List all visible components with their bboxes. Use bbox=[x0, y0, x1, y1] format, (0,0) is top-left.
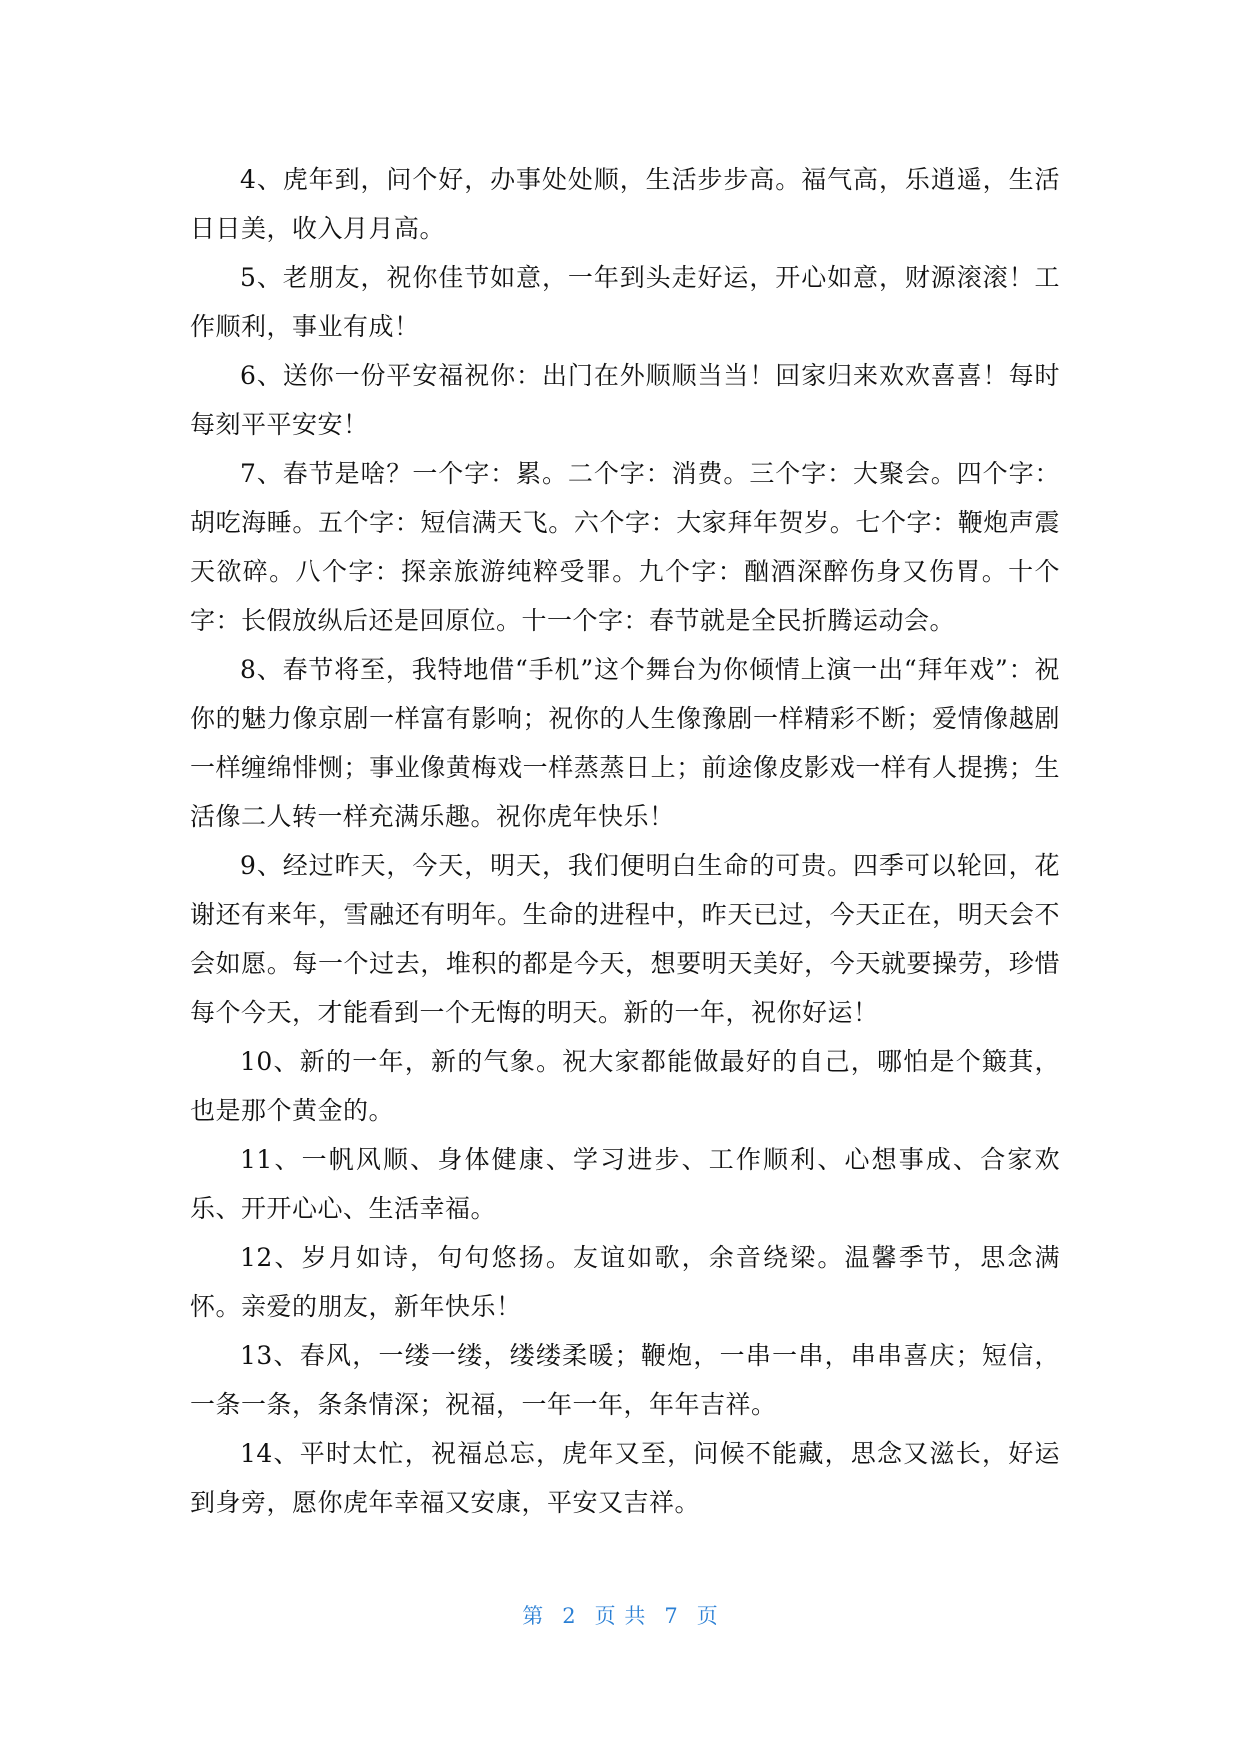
footer-suffix: 页 bbox=[696, 1604, 719, 1628]
paragraph-10: 10、新的一年，新的气象。祝大家都能做最好的自己，哪怕是个簸萁，也是那个黄金的。 bbox=[190, 1047, 1060, 1125]
paragraph-14: 14、平时太忙，祝福总忘，虎年又至，问候不能藏，思念又滋长，好运到身旁，愿你虎年幸福又安康，平安又吉祥。 bbox=[190, 1439, 1060, 1517]
paragraph-8: 8、春节将至，我特地借“手机”这个舞台为你倾情上演一出“拜年戏”：祝你的魅力像京剧一样富有影响；祝你的人生像豫剧一样精彩不断；爱情像越剧一样缠绵悱恻；事业像黄梅戏一样蒸蒸日上；前途像皮影戏一样有人提携；生活像二人转一样充满乐趣。祝你虎年快乐！ bbox=[190, 655, 1060, 831]
footer-middle: 页 共 bbox=[594, 1604, 647, 1628]
footer-current-page: 2 bbox=[562, 1604, 577, 1628]
footer-total-pages: 7 bbox=[664, 1604, 679, 1628]
paragraph-4: 4、虎年到，问个好，办事处处顺，生活步步高。福气高，乐逍遥，生活日日美，收入月月高。 bbox=[190, 165, 1060, 243]
paragraph-12: 12、岁月如诗，句句悠扬。友谊如歌，余音绕梁。温馨季节，思念满怀。亲爱的朋友，新年快乐！ bbox=[190, 1243, 1060, 1321]
document-body bbox=[190, 155, 1060, 1527]
paragraph-6: 6、送你一份平安福祝你：出门在外顺顺当当！回家归来欢欢喜喜！每时每刻平平安安！ bbox=[190, 361, 1060, 439]
paragraph-9: 9、经过昨天，今天，明天，我们便明白生命的可贵。四季可以轮回，花谢还有来年，雪融还有明年。生命的进程中，昨天已过，今天正在，明天会不会如愿。每一个过去，堆积的都是今天，想要明天美好，今天就要操劳，珍惜每个今天，才能看到一个无悔的明天。新的一年，祝你好运！ bbox=[190, 851, 1060, 1027]
paragraph-7: 7、春节是啥？一个字：累。二个字：消费。三个字：大聚会。四个字：胡吃海睡。五个字：短信满天飞。六个字：大家拜年贺岁。七个字：鞭炮声震天欲碎。八个字：探亲旅游纯粹受罪。九个字：酗酒深醉伤身又伤胃。十个字：长假放纵后还是回原位。十一个字：春节就是全民折腾运动会。 bbox=[190, 459, 1060, 635]
footer-prefix: 第 bbox=[522, 1604, 545, 1628]
paragraph-5: 5、老朋友，祝你佳节如意，一年到头走好运，开心如意，财源滚滚！工作顺利，事业有成！ bbox=[190, 263, 1060, 341]
paragraph-13: 13、春风，一缕一缕，缕缕柔暖；鞭炮，一串一串，串串喜庆；短信，一条一条，条条情深；祝福，一年一年，年年吉祥。 bbox=[190, 1341, 1060, 1419]
page-footer bbox=[0, 1600, 1241, 1630]
paragraph-11: 11、一帆风顺、身体健康、学习进步、工作顺利、心想事成、合家欢乐、开开心心、生活幸福。 bbox=[190, 1145, 1060, 1223]
